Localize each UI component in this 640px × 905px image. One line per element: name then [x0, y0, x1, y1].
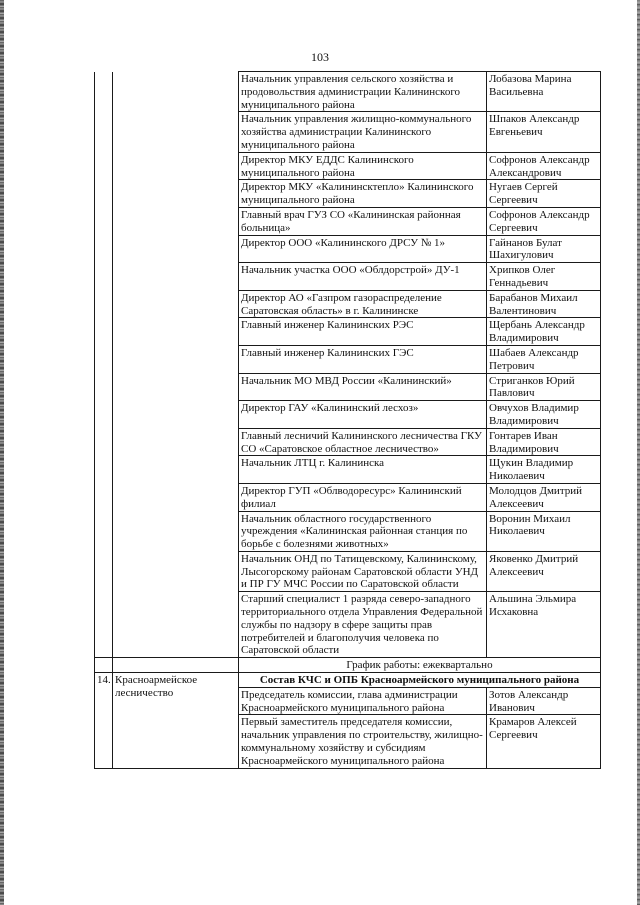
- position-cell: Начальник МО МВД России «Калининский»: [239, 373, 487, 401]
- number-cell: [95, 592, 113, 658]
- position-cell: Начальник ЛТЦ г. Калининска: [239, 456, 487, 484]
- position-cell: Директор АО «Газпром газораспределение Саратовская область» в г. Калининске: [239, 290, 487, 318]
- section-14-header-row: [95, 673, 601, 688]
- number-cell: [95, 263, 113, 291]
- calininsky-members: [95, 72, 601, 658]
- table-row: [95, 592, 601, 658]
- member-name-cell: Воронин Михаил Николаевич: [487, 511, 601, 551]
- position-cell: Первый заместитель председателя комиссии, начальник управления по строительству, жилищно-коммунальному хозяйству и субсидиям Красноармейского муниципального района: [239, 715, 487, 768]
- number-cell: [95, 72, 113, 112]
- table-row: [95, 318, 601, 346]
- table-row: [95, 263, 601, 291]
- org-cell: [113, 483, 239, 511]
- number-cell: [95, 401, 113, 429]
- member-name-cell: Овчухов Владимир Владимирович: [487, 401, 601, 429]
- org-cell: [113, 235, 239, 263]
- number-cell: [95, 318, 113, 346]
- org-cell: [113, 152, 239, 180]
- table-row: [95, 72, 601, 112]
- table-row: [95, 428, 601, 456]
- table-row: [95, 290, 601, 318]
- number-cell: [95, 456, 113, 484]
- table-row: [95, 112, 601, 152]
- member-name-cell: Зотов Александр Иванович: [487, 687, 601, 715]
- org-cell: [113, 428, 239, 456]
- number-cell: [95, 207, 113, 235]
- number-cell: [95, 373, 113, 401]
- scan-edge-left: [0, 0, 4, 905]
- member-name-cell: Нугаев Сергей Сергеевич: [487, 180, 601, 208]
- position-cell: Главный инженер Калининских РЭС: [239, 318, 487, 346]
- page-number: 103: [311, 50, 329, 64]
- member-name-cell: Гайнанов Булат Шахигулович: [487, 235, 601, 263]
- table-row: [95, 180, 601, 208]
- table-row: [95, 345, 601, 373]
- org-cell: [113, 456, 239, 484]
- member-name-cell: Лобазова Марина Васильевна: [487, 72, 601, 112]
- table-row: [95, 207, 601, 235]
- org-cell: [113, 72, 239, 112]
- commission-table: [94, 71, 601, 769]
- org-cell: [113, 207, 239, 235]
- position-cell: Начальник ОНД по Татищевскому, Калининскому, Лысогорскому районам Саратовской области УНД и ПР ГУ МЧС России по Саратовской области: [239, 551, 487, 591]
- schedule-text: График работы: ежеквартально: [239, 658, 601, 673]
- position-cell: Директор МКУ «Калининсктепло» Калининского муниципального района: [239, 180, 487, 208]
- number-cell: [95, 428, 113, 456]
- position-cell: Главный врач ГУЗ СО «Калининская районная больница»: [239, 207, 487, 235]
- org-cell: [113, 373, 239, 401]
- member-name-cell: Гонтарев Иван Владимирович: [487, 428, 601, 456]
- number-cell: [95, 235, 113, 263]
- position-cell: Старший специалист 1 разряда северо-западного территориального отдела Управления Федеральной службы по надзору в сфере защиты прав потребителей и благополучия человека по Саратовской области: [239, 592, 487, 658]
- position-cell: Главный лесничий Калининского лесничества ГКУ СО «Саратовское областное лесничество»: [239, 428, 487, 456]
- position-cell: Председатель комиссии, глава администрации Красноармейского муниципального района: [239, 687, 487, 715]
- number-cell: [95, 345, 113, 373]
- member-name-cell: Молодцов Дмитрий Алексеевич: [487, 483, 601, 511]
- org-cell: [113, 112, 239, 152]
- member-name-cell: Шабаев Александр Петрович: [487, 345, 601, 373]
- member-name-cell: Хрипков Олег Геннадьевич: [487, 263, 601, 291]
- member-name-cell: Щербань Александр Владимирович: [487, 318, 601, 346]
- org-cell: [113, 318, 239, 346]
- position-cell: Директор ГУП «Облводоресурс» Калининский филиал: [239, 483, 487, 511]
- section-14-number: 14.: [95, 673, 113, 769]
- number-cell: [95, 152, 113, 180]
- member-name-cell: Крамаров Алексей Сергеевич: [487, 715, 601, 768]
- position-cell: Начальник управления сельского хозяйства и продовольствия администрации Калининского муниципального района: [239, 72, 487, 112]
- number-cell: [95, 112, 113, 152]
- org-cell: [113, 180, 239, 208]
- position-cell: Начальник участка ООО «Облдорстрой» ДУ-1: [239, 263, 487, 291]
- table-row: [95, 551, 601, 591]
- member-name-cell: Софронов Александр Александрович: [487, 152, 601, 180]
- org-cell: [113, 290, 239, 318]
- table-row: [95, 373, 601, 401]
- table-row: [95, 511, 601, 551]
- number-cell: [95, 551, 113, 591]
- position-cell: Директор ГАУ «Калининский лесхоз»: [239, 401, 487, 429]
- member-name-cell: Шпаков Александр Евгеньевич: [487, 112, 601, 152]
- number-cell: [95, 290, 113, 318]
- number-cell: [95, 483, 113, 511]
- org-cell: [113, 592, 239, 658]
- table-row: [95, 235, 601, 263]
- table-row: [95, 483, 601, 511]
- table-row: [95, 152, 601, 180]
- position-cell: Директор ООО «Калининского ДРСУ № 1»: [239, 235, 487, 263]
- org-cell: [113, 401, 239, 429]
- org-cell: [113, 551, 239, 591]
- member-name-cell: Яковенко Дмитрий Алексеевич: [487, 551, 601, 591]
- member-name-cell: Стриганков Юрий Павлович: [487, 373, 601, 401]
- table-row: [95, 401, 601, 429]
- org-cell: [113, 345, 239, 373]
- position-cell: Директор МКУ ЕДДС Калининского муниципального района: [239, 152, 487, 180]
- number-cell: [95, 180, 113, 208]
- position-cell: Начальник областного государственного учреждения «Калининская районная станция по борьбе с болезнями животных»: [239, 511, 487, 551]
- org-cell: [113, 658, 239, 673]
- table-row: [95, 456, 601, 484]
- member-name-cell: Альшина Эльмира Исхаковна: [487, 592, 601, 658]
- member-name-cell: Барабанов Михаил Валентинович: [487, 290, 601, 318]
- number-cell: [95, 511, 113, 551]
- org-cell: [113, 263, 239, 291]
- position-cell: Начальник управления жилищно-коммунального хозяйства администрации Калининского муниципального района: [239, 112, 487, 152]
- member-name-cell: Софронов Александр Сергеевич: [487, 207, 601, 235]
- section-14-title: Состав КЧС и ОПБ Красноармейского муниципального района: [239, 673, 601, 688]
- org-cell: [113, 511, 239, 551]
- section-14-org: Красноармейское лесничество: [113, 673, 239, 769]
- number-cell: [95, 658, 113, 673]
- position-cell: Главный инженер Калининских ГЭС: [239, 345, 487, 373]
- schedule-row: [95, 658, 601, 673]
- member-name-cell: Щукин Владимир Николаевич: [487, 456, 601, 484]
